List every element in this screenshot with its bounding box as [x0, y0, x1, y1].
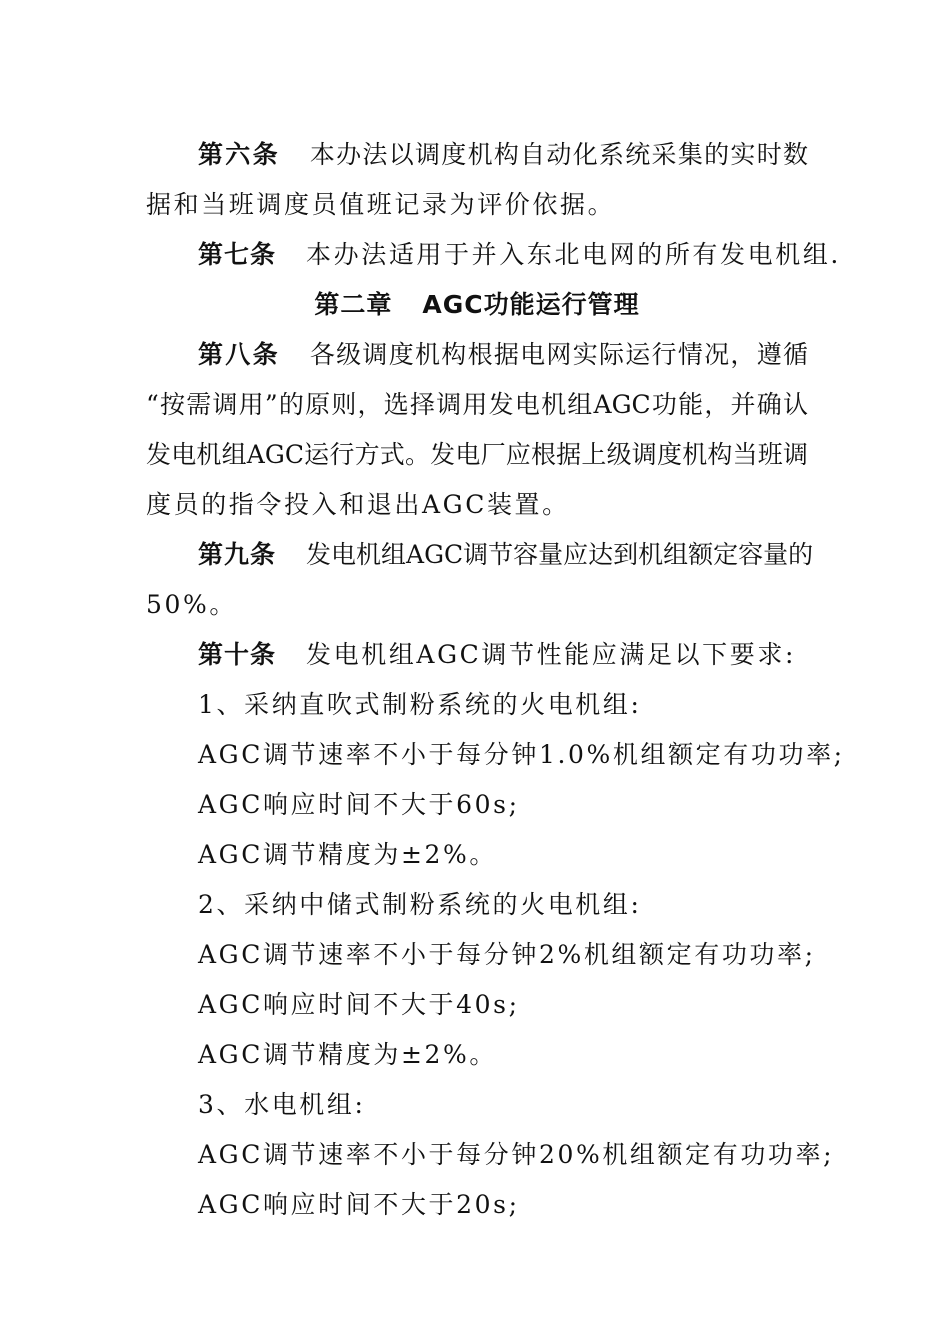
article-8-line-1: [146, 330, 808, 380]
item-3-response: AGC响应时间不大于20s;: [198, 1190, 520, 1219]
article-10-text-1: 发电机组AGC调节性能应满足以下要求:: [306, 640, 796, 669]
article-9-line-2: 50%。: [146, 590, 237, 619]
item-2-response: AGC响应时间不大于40s;: [198, 990, 520, 1019]
article-8-line-2: “按需调用”的原则，选择调用发电机组AGC功能，并确认: [146, 390, 808, 419]
article-10-line-1: [146, 630, 808, 680]
article-6-line-2: 据和当班调度员值班记录为评价依据。: [146, 190, 616, 219]
document-page: [146, 130, 845, 1230]
article-10-label: 第十条: [198, 640, 277, 669]
chapter-2-title: AGC功能运行管理: [422, 290, 640, 319]
item-3-rate: AGC调节速率不小于每分钟20%机组额定有功功率;: [198, 1140, 835, 1169]
item-2-heading: 2、采纳中储式制粉系统的火电机组:: [198, 890, 642, 919]
article-6-text-1: 本办法以调度机构自动化系统采集的实时数: [309, 140, 808, 169]
item-3-heading: 3、水电机组:: [198, 1090, 366, 1119]
chapter-2-number: 第二章: [314, 290, 393, 319]
item-2-rate: AGC调节速率不小于每分钟2%机组额定有功功率;: [198, 940, 816, 969]
article-8-line-4: 度员的指令投入和退出AGC装置。: [146, 490, 570, 519]
article-9-text-1: 发电机组AGC调节容量应达到机组额定容量的: [306, 540, 814, 569]
item-1-rate: AGC调节速率不小于每分钟1.0%机组额定有功功率;: [198, 740, 845, 769]
chapter-2-heading: [146, 280, 808, 330]
article-8-label: 第八条: [198, 340, 280, 369]
article-7-line-1: [146, 230, 841, 280]
article-9-line-1: [146, 530, 814, 580]
item-1-accuracy: AGC调节精度为±2%。: [198, 840, 497, 869]
article-7-text-1: 本办法适用于并入东北电网的所有发电机组.: [306, 240, 841, 269]
article-6-line-1: [146, 130, 808, 180]
article-9-label: 第九条: [198, 540, 277, 569]
article-8-line-3: 发电机组AGC运行方式。发电厂应根据上级调度机构当班调: [146, 440, 808, 469]
item-1-response: AGC响应时间不大于60s;: [198, 790, 520, 819]
article-6-label: 第六条: [198, 140, 280, 169]
article-7-label: 第七条: [198, 240, 277, 269]
article-8-text-1: 各级调度机构根据电网实际运行情况，遵循: [309, 340, 808, 369]
item-2-accuracy: AGC调节精度为±2%。: [198, 1040, 497, 1069]
item-1-heading: 1、采纳直吹式制粉系统的火电机组:: [198, 690, 642, 719]
